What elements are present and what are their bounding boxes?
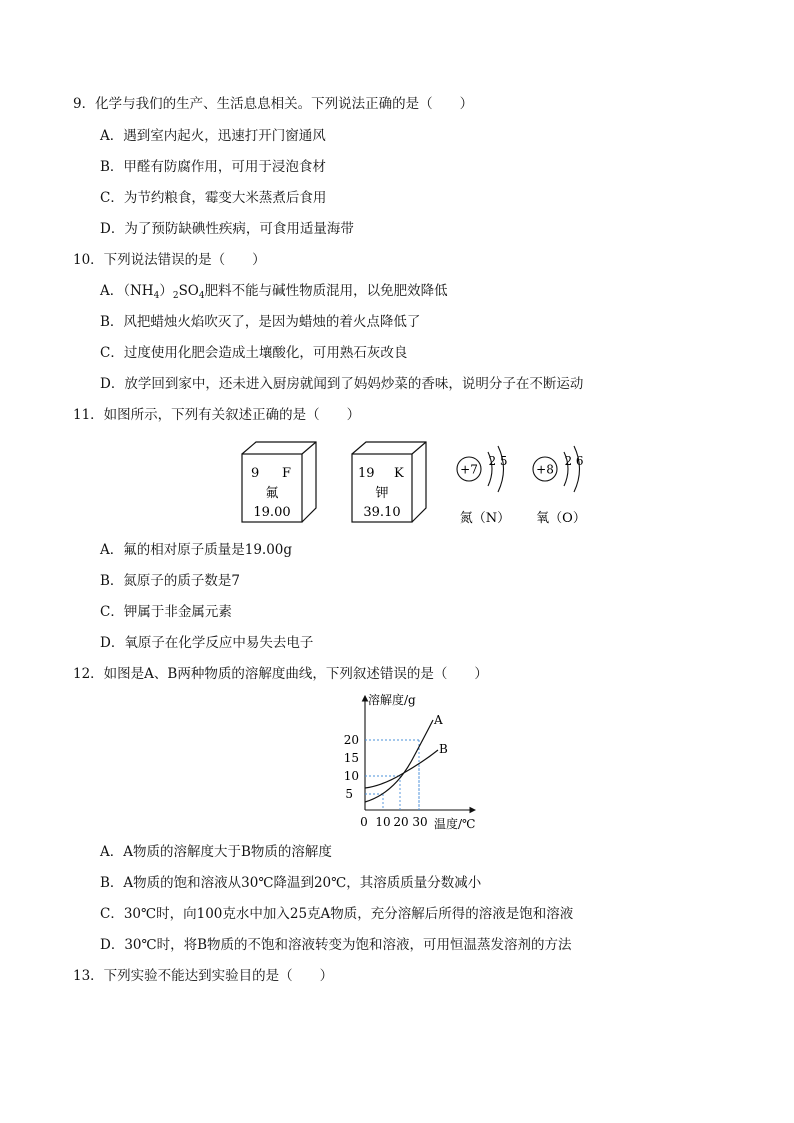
question-11-option-c: C．钾属于非金属元素 (100, 604, 232, 620)
fluorine-atomic-number: 9 (251, 466, 260, 481)
potassium-mass: 39.10 (363, 505, 401, 520)
fluorine-mass: 19.00 (253, 505, 291, 520)
y-tick-5: 5 (345, 787, 353, 801)
question-9-option-d: D．为了预防缺碘性疾病，可食用适量海带 (100, 221, 354, 237)
fluorine-symbol: F (282, 466, 292, 481)
potassium-atomic-number: 19 (358, 466, 375, 481)
question-11-option-b: B．氮原子的质子数是7 (100, 573, 241, 589)
question-10-option-a: A．$(NH_4)_2SO_4$肥料不能与碱性物质混用，以免肥效降低 (100, 283, 448, 301)
curve-b-label: B (439, 742, 448, 756)
question-12-option-b: B．A物质的饱和溶液从30℃降温到20℃，其溶质质量分数减小 (100, 875, 482, 891)
nitrogen-electron-shells: 2 5 (488, 454, 508, 468)
y-tick-20: 20 (343, 733, 359, 747)
question-12-stem: 12．如图是A、B两种物质的溶解度曲线，下列叙述错误的是（ ） (73, 666, 488, 682)
x-tick-20: 20 (393, 815, 409, 829)
y-tick-15: 15 (343, 751, 359, 765)
question-12-option-a: A．A物质的溶解度大于B物质的溶解度 (100, 844, 332, 860)
question-13-stem: 13．下列实验不能达到实验目的是（ ） (73, 968, 334, 984)
oxygen-nucleus-charge: +8 (536, 462, 554, 477)
nitrogen-nucleus-charge: +7 (460, 462, 478, 477)
nitrogen-shell-2 (498, 446, 504, 492)
question-11-stem: 11．如图所示，下列有关叙述正确的是（ ） (73, 407, 361, 423)
question-11-option-a: A．氟的相对原子质量是19.00g (100, 542, 293, 558)
solubility-curve-graph (330, 690, 490, 835)
oxygen-shell-2 (574, 446, 580, 492)
x-tick-10: 10 (375, 815, 391, 829)
y-axis-label: 溶解度/g (368, 693, 416, 707)
potassium-name: 钾 (375, 486, 389, 501)
question-10-stem: 10．下列说法错误的是（ ） (73, 252, 266, 268)
curve-a-label: A (434, 713, 443, 727)
x-tick-0: 0 (360, 815, 368, 829)
question-9-stem: 9．化学与我们的生产、生活息息相关。下列说法正确的是（ ） (73, 96, 474, 112)
fluorine-name: 氟 (265, 486, 279, 501)
element-and-atom-figure (230, 432, 600, 532)
nitrogen-label: 氮（N） (459, 511, 511, 526)
question-12-option-c: C．30℃时，向100克水中加入25克A物质，充分溶解后所得的溶液是饱和溶液 (100, 906, 574, 922)
question-10-option-d: D．放学回到家中，还未进入厨房就闻到了妈妈炒菜的香味，说明分子在不断运动 (100, 376, 584, 392)
question-12-option-d: D．30℃时，将B物质的不饱和溶液转变为饱和溶液，可用恒温蒸发溶剂的方法 (100, 937, 572, 953)
oxygen-electron-shells: 2 6 (564, 454, 584, 468)
question-9-option-b: B．甲醛有防腐作用，可用于浸泡食材 (100, 159, 326, 175)
y-tick-10: 10 (343, 769, 359, 783)
question-10-option-b: B．风把蜡烛火焰吹灭了，是因为蜡烛的着火点降低了 (100, 314, 421, 330)
x-tick-30: 30 (412, 815, 428, 829)
question-10-option-c: C．过度使用化肥会造成土壤酸化，可用熟石灰改良 (100, 345, 408, 361)
question-11-option-d: D．氧原子在化学反应中易失去电子 (100, 635, 314, 651)
question-9-option-a: A．遇到室内起火，迅速打开门窗通风 (100, 128, 326, 144)
curve-b (365, 750, 438, 788)
oxygen-label: 氧（O） (536, 511, 586, 526)
x-axis-label: 温度/℃ (434, 817, 476, 831)
question-9-option-c: C．为节约粮食，霉变大米蒸煮后食用 (100, 190, 327, 206)
potassium-symbol: K (394, 466, 404, 481)
